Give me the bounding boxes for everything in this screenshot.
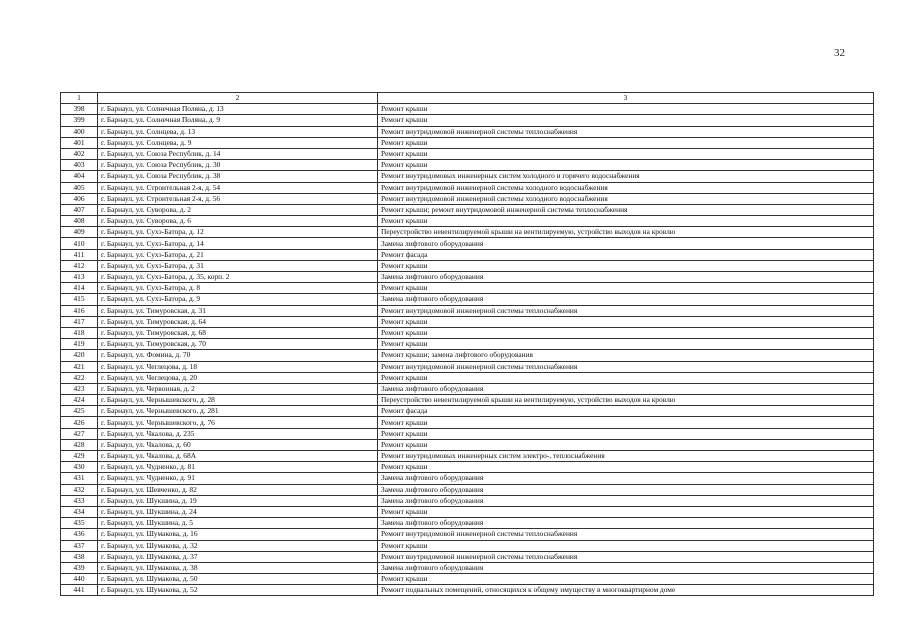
address-cell: г. Барнаул, ул. Фомина, д. 70	[98, 350, 378, 361]
work-type-cell: Замена лифтового оборудования	[378, 383, 874, 394]
address-cell: г. Барнаул, ул. Шумакова, д. 50	[98, 574, 378, 585]
row-number-cell: 430	[61, 462, 98, 473]
table-row	[61, 372, 874, 383]
row-number-cell: 401	[61, 137, 98, 148]
table-row	[61, 294, 874, 305]
address-cell: г. Барнаул, ул. Солнцева, д. 9	[98, 137, 378, 148]
table-row	[61, 540, 874, 551]
work-type-cell: Ремонт крыши	[378, 327, 874, 338]
table-row	[61, 238, 874, 249]
row-number-cell: 405	[61, 182, 98, 193]
row-number-cell: 424	[61, 395, 98, 406]
work-type-cell: Ремонт крыши	[378, 339, 874, 350]
work-type-cell: Ремонт крыши	[378, 104, 874, 115]
row-number-cell: 411	[61, 249, 98, 260]
work-type-cell: Ремонт внутридомовой инженерной системы теплоснабжения	[378, 126, 874, 137]
row-number-cell: 403	[61, 160, 98, 171]
work-type-cell: Ремонт внутридомовых инженерных систем электро-, теплоснабжения	[378, 451, 874, 462]
work-type-cell: Ремонт крыши	[378, 506, 874, 517]
work-type-cell: Ремонт крыши	[378, 428, 874, 439]
address-cell: г. Барнаул, ул. Шевченко, д. 82	[98, 484, 378, 495]
table-row	[61, 495, 874, 506]
address-cell: г. Барнаул, ул. Чудненко, д. 81	[98, 462, 378, 473]
address-cell: г. Барнаул, ул. Чеглецова, д. 20	[98, 372, 378, 383]
work-type-cell: Замена лифтового оборудования	[378, 495, 874, 506]
column-header-number: 1	[61, 93, 98, 104]
row-number-cell: 404	[61, 171, 98, 182]
row-number-cell: 418	[61, 327, 98, 338]
table-row	[61, 562, 874, 573]
table-header-row	[61, 93, 874, 104]
table-row	[61, 428, 874, 439]
work-type-cell: Ремонт крыши	[378, 316, 874, 327]
work-type-cell: Ремонт фасада	[378, 406, 874, 417]
address-cell: г. Барнаул, ул. Шукшина, д. 24	[98, 506, 378, 517]
row-number-cell: 421	[61, 361, 98, 372]
row-number-cell: 436	[61, 529, 98, 540]
address-cell: г. Барнаул, ул. Шукшина, д. 5	[98, 518, 378, 529]
table-row	[61, 439, 874, 450]
address-cell: г. Барнаул, ул. Союза Республик, д. 30	[98, 160, 378, 171]
table-row	[61, 327, 874, 338]
address-cell: г. Барнаул, ул. Шумакова, д. 52	[98, 585, 378, 596]
address-cell: г. Барнаул, ул. Чкалова, д. 68А	[98, 451, 378, 462]
table-row	[61, 182, 874, 193]
table-row	[61, 462, 874, 473]
address-cell: г. Барнаул, ул. Сухэ-Батора, д. 14	[98, 238, 378, 249]
table-row	[61, 451, 874, 462]
row-number-cell: 427	[61, 428, 98, 439]
row-number-cell: 428	[61, 439, 98, 450]
table-row	[61, 126, 874, 137]
row-number-cell: 402	[61, 148, 98, 159]
table-row	[61, 529, 874, 540]
address-cell: г. Барнаул, ул. Солнечная Поляна, д. 13	[98, 104, 378, 115]
table-row	[61, 104, 874, 115]
address-cell: г. Барнаул, ул. Чкалова, д. 60	[98, 439, 378, 450]
work-type-cell: Ремонт крыши	[378, 160, 874, 171]
row-number-cell: 408	[61, 216, 98, 227]
table-row	[61, 506, 874, 517]
address-cell: г. Барнаул, ул. Сухэ-Батора, д. 21	[98, 249, 378, 260]
work-type-cell: Ремонт крыши	[378, 137, 874, 148]
address-cell: г. Барнаул, ул. Суворова, д. 2	[98, 204, 378, 215]
row-number-cell: 400	[61, 126, 98, 137]
work-type-cell: Ремонт внутридомовых инженерных систем холодного и горячего водоснабжения	[378, 171, 874, 182]
address-cell: г. Барнаул, ул. Строительная 2-я, д. 54	[98, 182, 378, 193]
table-row	[61, 406, 874, 417]
table-row	[61, 305, 874, 316]
work-type-cell: Ремонт крыши	[378, 540, 874, 551]
table-row	[61, 395, 874, 406]
address-cell: г. Барнаул, ул. Чеглецова, д. 18	[98, 361, 378, 372]
table-row	[61, 260, 874, 271]
work-type-cell: Замена лифтового оборудования	[378, 518, 874, 529]
address-cell: г. Барнаул, ул. Союза Республик, д. 38	[98, 171, 378, 182]
row-number-cell: 413	[61, 272, 98, 283]
work-type-cell: Переустройство невентилируемой крыши на вентилируемую, устройство выходов на кровлю	[378, 227, 874, 238]
address-cell: г. Барнаул, ул. Шумакова, д. 38	[98, 562, 378, 573]
address-cell: г. Барнаул, ул. Шумакова, д. 37	[98, 551, 378, 562]
address-cell: г. Барнаул, ул. Чернышевского, д. 281	[98, 406, 378, 417]
column-header-work: 3	[378, 93, 874, 104]
work-type-cell: Ремонт крыши	[378, 372, 874, 383]
row-number-cell: 398	[61, 104, 98, 115]
address-cell: г. Барнаул, ул. Сухэ-Батора, д. 9	[98, 294, 378, 305]
table-row	[61, 518, 874, 529]
table-row	[61, 160, 874, 171]
row-number-cell: 439	[61, 562, 98, 573]
table-row	[61, 574, 874, 585]
row-number-cell: 423	[61, 383, 98, 394]
row-number-cell: 415	[61, 294, 98, 305]
table-row	[61, 339, 874, 350]
row-number-cell: 409	[61, 227, 98, 238]
row-number-cell: 438	[61, 551, 98, 562]
work-type-cell: Переустройство невентилируемой крыши на вентилируемую, устройство выходов на кровлю	[378, 395, 874, 406]
address-cell: г. Барнаул, ул. Чернышевского, д. 76	[98, 417, 378, 428]
row-number-cell: 410	[61, 238, 98, 249]
address-cell: г. Барнаул, ул. Солнцева, д. 13	[98, 126, 378, 137]
table-row	[61, 283, 874, 294]
row-number-cell: 406	[61, 193, 98, 204]
address-cell: г. Барнаул, ул. Тимуровская, д. 68	[98, 327, 378, 338]
table-body	[61, 93, 874, 596]
work-type-cell: Ремонт крыши	[378, 574, 874, 585]
row-number-cell: 441	[61, 585, 98, 596]
column-header-address: 2	[98, 93, 378, 104]
work-type-cell: Замена лифтового оборудования	[378, 473, 874, 484]
address-cell: г. Барнаул, ул. Тимуровская, д. 31	[98, 305, 378, 316]
address-cell: г. Барнаул, ул. Тимуровская, д. 70	[98, 339, 378, 350]
row-number-cell: 416	[61, 305, 98, 316]
table-row	[61, 193, 874, 204]
row-number-cell: 399	[61, 115, 98, 126]
row-number-cell: 417	[61, 316, 98, 327]
work-type-cell: Ремонт крыши	[378, 417, 874, 428]
address-cell: г. Барнаул, ул. Сухэ-Батора, д. 31	[98, 260, 378, 271]
row-number-cell: 407	[61, 204, 98, 215]
work-type-cell: Ремонт крыши	[378, 260, 874, 271]
table-row	[61, 227, 874, 238]
row-number-cell: 433	[61, 495, 98, 506]
row-number-cell: 422	[61, 372, 98, 383]
address-cell: г. Барнаул, ул. Суворова, д. 6	[98, 216, 378, 227]
row-number-cell: 437	[61, 540, 98, 551]
address-cell: г. Барнаул, ул. Тимуровская, д. 64	[98, 316, 378, 327]
work-type-cell: Ремонт крыши; ремонт внутридомовой инженерной системы теплоснабжения	[378, 204, 874, 215]
address-cell: г. Барнаул, ул. Чернышевского, д. 28	[98, 395, 378, 406]
table-row	[61, 216, 874, 227]
row-number-cell: 425	[61, 406, 98, 417]
address-cell: г. Барнаул, ул. Солнечная Поляна, д. 9	[98, 115, 378, 126]
row-number-cell: 431	[61, 473, 98, 484]
work-type-cell: Ремонт подвальных помещений, относящихся к общему имуществу в многоквартирном доме	[378, 585, 874, 596]
work-type-cell: Замена лифтового оборудования	[378, 562, 874, 573]
row-number-cell: 420	[61, 350, 98, 361]
address-cell: г. Барнаул, ул. Сухэ-Батора, д. 35, корп. 2	[98, 272, 378, 283]
work-type-cell: Ремонт внутридомовой инженерной системы теплоснабжения	[378, 361, 874, 372]
table-row	[61, 137, 874, 148]
work-type-cell: Ремонт внутридомовой инженерной системы теплоснабжения	[378, 551, 874, 562]
row-number-cell: 429	[61, 451, 98, 462]
work-type-cell: Ремонт крыши	[378, 216, 874, 227]
work-type-cell: Ремонт крыши	[378, 283, 874, 294]
address-cell: г. Барнаул, ул. Сухэ-Батора, д. 8	[98, 283, 378, 294]
table-row	[61, 473, 874, 484]
table-row	[61, 484, 874, 495]
address-cell: г. Барнаул, ул. Шукшина, д. 19	[98, 495, 378, 506]
row-number-cell: 426	[61, 417, 98, 428]
work-type-cell: Ремонт крыши	[378, 439, 874, 450]
address-cell: г. Барнаул, ул. Червонная, д. 2	[98, 383, 378, 394]
table-row	[61, 115, 874, 126]
table-row	[61, 350, 874, 361]
table-row	[61, 316, 874, 327]
work-type-cell: Ремонт крыши	[378, 148, 874, 159]
table-row	[61, 204, 874, 215]
address-cell: г. Барнаул, ул. Строительная 2-я, д. 56	[98, 193, 378, 204]
table-row	[61, 585, 874, 596]
row-number-cell: 419	[61, 339, 98, 350]
address-cell: г. Барнаул, ул. Союза Республик, д. 14	[98, 148, 378, 159]
table-row	[61, 249, 874, 260]
table-row	[61, 272, 874, 283]
table-row	[61, 551, 874, 562]
page-number: 32	[834, 47, 845, 59]
work-type-cell: Замена лифтового оборудования	[378, 272, 874, 283]
work-type-cell: Ремонт внутридомовой инженерной системы теплоснабжения	[378, 305, 874, 316]
work-type-cell: Замена лифтового оборудования	[378, 294, 874, 305]
work-type-cell: Замена лифтового оборудования	[378, 484, 874, 495]
work-type-cell: Ремонт внутридомовой инженерной системы теплоснабжения	[378, 529, 874, 540]
row-number-cell: 440	[61, 574, 98, 585]
work-type-cell: Ремонт крыши; замена лифтового оборудования	[378, 350, 874, 361]
table-row	[61, 148, 874, 159]
table-row	[61, 361, 874, 372]
row-number-cell: 432	[61, 484, 98, 495]
address-cell: г. Барнаул, ул. Шумакова, д. 16	[98, 529, 378, 540]
work-type-cell: Ремонт крыши	[378, 115, 874, 126]
address-cell: г. Барнаул, ул. Сухэ-Батора, д. 12	[98, 227, 378, 238]
work-type-cell: Ремонт крыши	[378, 462, 874, 473]
row-number-cell: 435	[61, 518, 98, 529]
address-cell: г. Барнаул, ул. Шумакова, д. 32	[98, 540, 378, 551]
table-row	[61, 417, 874, 428]
table-row	[61, 383, 874, 394]
row-number-cell: 412	[61, 260, 98, 271]
work-type-cell: Ремонт внутридомовой инженерной системы холодного водоснабжения	[378, 193, 874, 204]
repair-registry-table	[60, 92, 874, 596]
work-type-cell: Ремонт фасада	[378, 249, 874, 260]
row-number-cell: 434	[61, 506, 98, 517]
work-type-cell: Ремонт внутридомовой инженерной системы холодного водоснабжения	[378, 182, 874, 193]
work-type-cell: Замена лифтового оборудования	[378, 238, 874, 249]
table-row	[61, 171, 874, 182]
row-number-cell: 414	[61, 283, 98, 294]
address-cell: г. Барнаул, ул. Чкалова, д. 235	[98, 428, 378, 439]
address-cell: г. Барнаул, ул. Чудненко, д. 91	[98, 473, 378, 484]
